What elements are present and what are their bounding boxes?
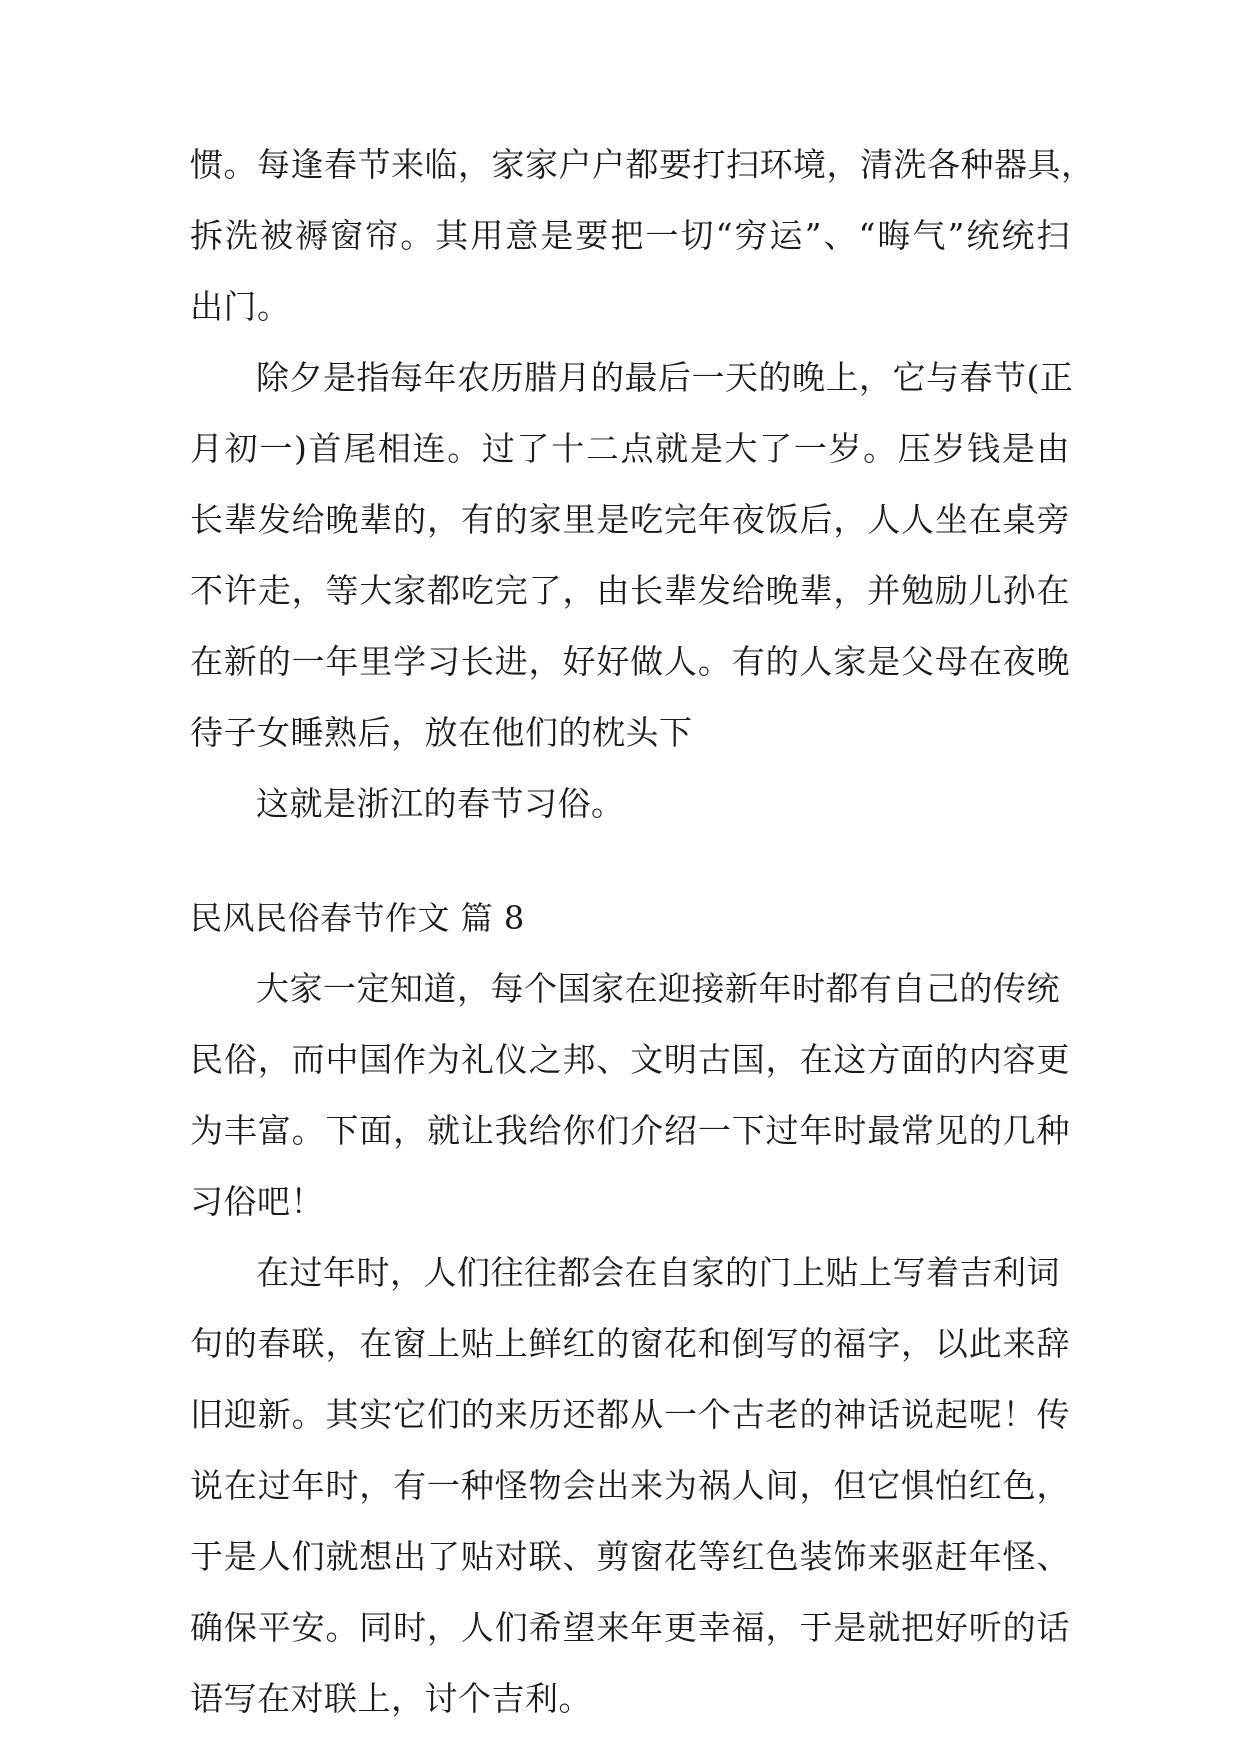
text-line: 在新的一年里学习长进，好好做人。有的人家是父母在夜晚	[190, 642, 1070, 681]
text-line: 民俗，而中国作为礼仪之邦、文明古国，在这方面的内容更	[190, 1040, 1070, 1079]
text-line: 在过年时，人们往往都会在自家的门上贴上写着吉利词	[256, 1253, 1060, 1292]
text-line: 出门。	[190, 287, 291, 326]
text-line: 习俗吧！	[190, 1182, 324, 1221]
text-line: 不许走，等大家都吃完了，由长辈发给晚辈，并勉励儿孙在	[190, 571, 1070, 610]
text-line: 语写在对联上，讨个吉利。	[190, 1679, 592, 1718]
text-line: 说在过年时，有一种怪物会出来为祸人间，但它惧怕红色，	[190, 1466, 1070, 1505]
text-line: 除夕是指每年农历腊月的最后一天的晚上，它与春节(正	[256, 358, 1074, 397]
text-line: 惯。每逢春节来临，家家户户都要打扫环境，清洗各种器具，	[190, 145, 1095, 184]
text-line: 于是人们就想出了贴对联、剪窗花等红色装饰来驱赶年怪、	[190, 1537, 1070, 1576]
text-line: 月初一)首尾相连。过了十二点就是大了一岁。压岁钱是由	[190, 429, 1070, 468]
text-line: 长辈发给晚辈的，有的家里是吃完年夜饭后，人人坐在桌旁	[190, 500, 1070, 539]
text-line: 拆洗被褥窗帘。其用意是要把一切“穷运”、“晦气”统统扫	[190, 216, 1070, 255]
text-line: 大家一定知道，每个国家在迎接新年时都有自己的传统	[256, 969, 1060, 1008]
text-line: 句的春联，在窗上贴上鲜红的窗花和倒写的福字，以此来辞	[190, 1324, 1070, 1363]
text-line: 待子女睡熟后，放在他们的枕头下	[190, 713, 693, 752]
text-line: 确保平安。同时，人们希望来年更幸福，于是就把好听的话	[190, 1608, 1070, 1647]
section-heading: 民风民俗春节作文 篇 8	[190, 899, 525, 937]
text-line: 旧迎新。其实它们的来历还都从一个古老的神话说起呢！传	[190, 1395, 1070, 1434]
text-line: 为丰富。下面，就让我给你们介绍一下过年时最常见的几种	[190, 1111, 1070, 1150]
text-line: 这就是浙江的春节习俗。	[256, 784, 625, 823]
